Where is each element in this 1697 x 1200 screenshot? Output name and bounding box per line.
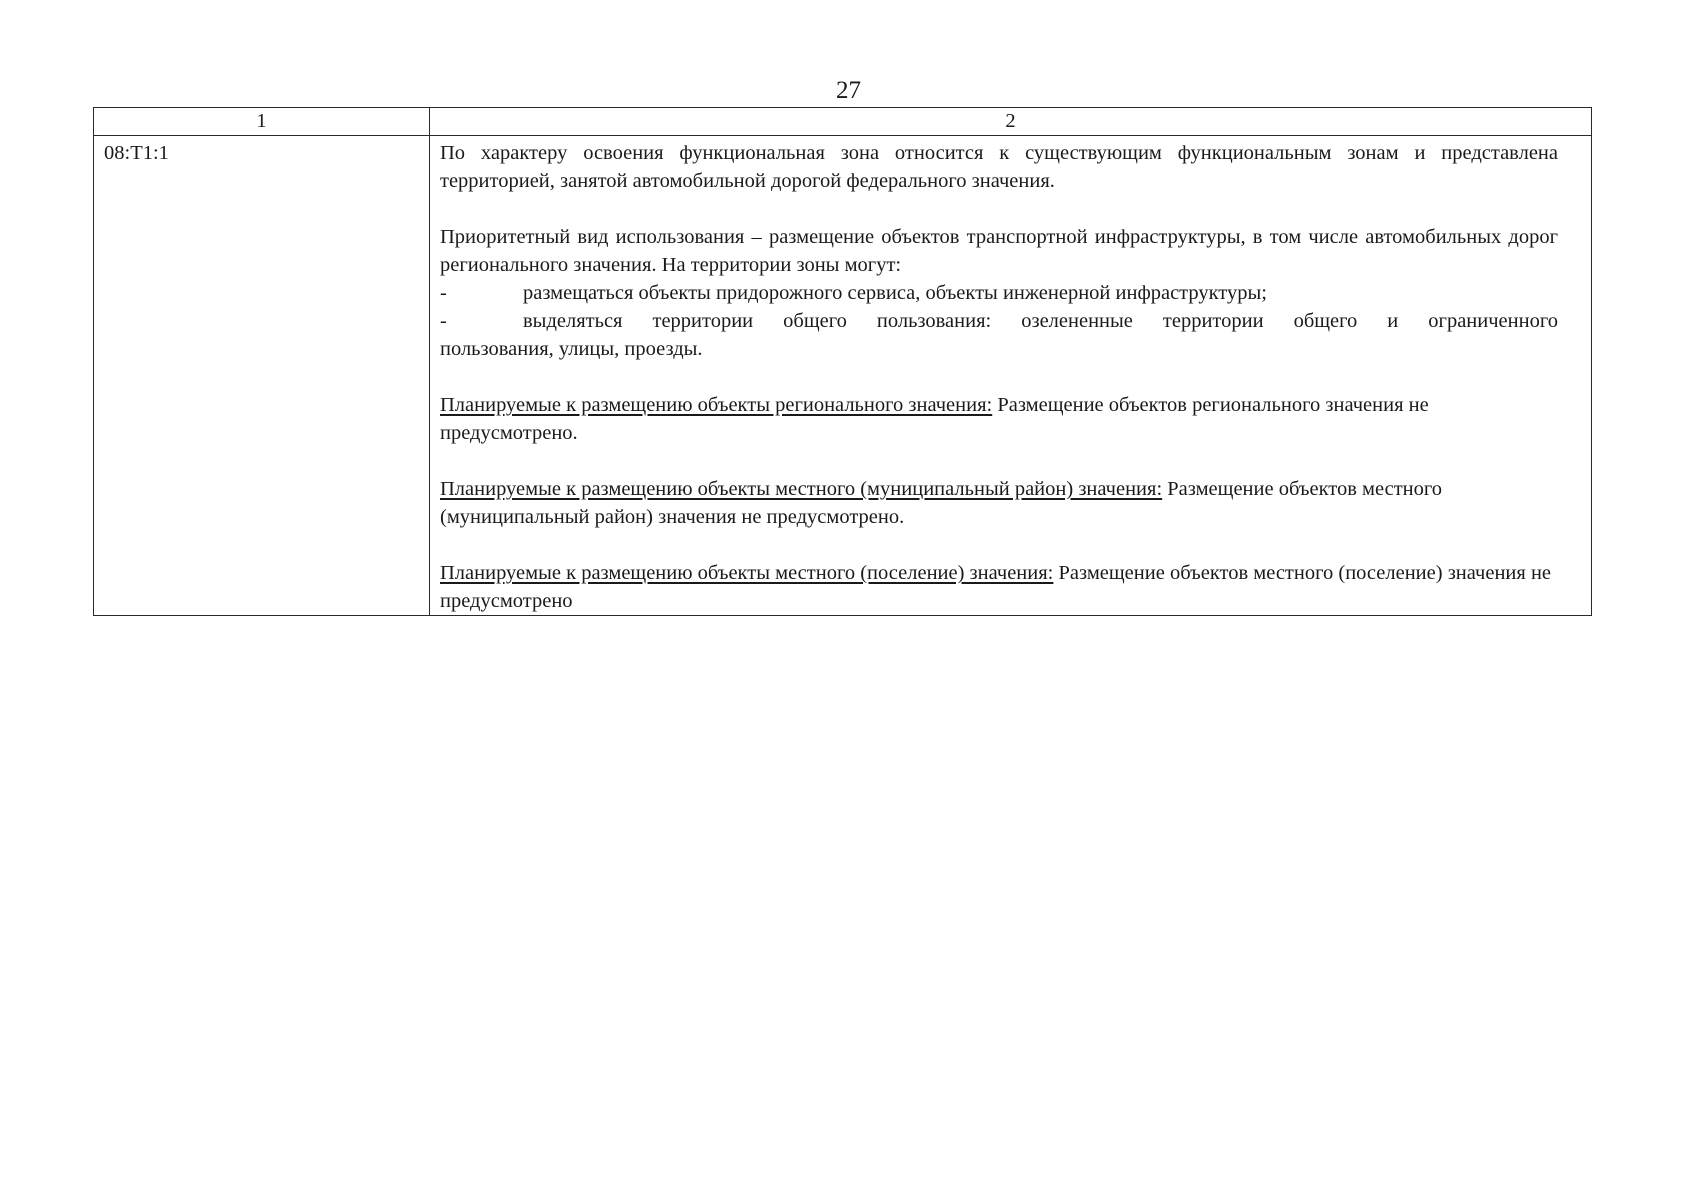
- list-item-text: выделяться территории общего пользования: озелененные территории общего и ограниченного: [523, 310, 1558, 332]
- planned-settlement-paragraph: [440, 559, 1558, 615]
- column-header-2: 2: [430, 108, 1592, 136]
- zone-table: [93, 107, 1592, 616]
- planned-regional-paragraph: [440, 391, 1558, 447]
- development-paragraph: По характеру освоения функциональная зона относится к существующим функциональным зонам и представлена территорией, занятой автомобильной дорогой федерального значения.: [440, 142, 1558, 192]
- table-row: [94, 136, 1592, 616]
- planned-settlement-label: Планируемые к размещению объекты местного (поселение) значения:: [440, 562, 1054, 584]
- zone-code: 08:Т1:1: [104, 142, 169, 164]
- paragraph-spacer: [440, 195, 1558, 223]
- priority-use-paragraph: Приоритетный вид использования – размещение объектов транспортной инфраструктуры, в том числе автомобильных дорог регионального значения. На территории зоны могут:: [440, 226, 1558, 276]
- paragraph-spacer: [440, 531, 1558, 559]
- planned-regional-label: Планируемые к размещению объекты регионального значения:: [440, 394, 993, 416]
- list-item: [440, 279, 1558, 307]
- paragraph-spacer: [440, 363, 1558, 391]
- zone-code-cell: [94, 136, 430, 616]
- planned-district-paragraph: [440, 475, 1558, 531]
- page-number: 27: [836, 77, 861, 104]
- bullet-dash: -: [440, 282, 447, 304]
- list-item-continuation: пользования, улицы, проезды.: [440, 338, 703, 360]
- planned-district-text: Размещение объектов местного (муниципальный район) значения не предусмотрено.: [440, 478, 1443, 528]
- list-item: [440, 307, 1558, 335]
- header-row: [94, 108, 1592, 136]
- list-item-text: размещаться объекты придорожного сервиса, объекты инженерной инфраструктуры;: [523, 282, 1267, 304]
- table-header: [94, 108, 1592, 136]
- zone-description-cell: [430, 136, 1592, 616]
- bullet-dash: -: [440, 310, 447, 332]
- planned-regional-text: Размещение объектов регионального значения не предусмотрено.: [440, 394, 1429, 444]
- planned-district-label: Планируемые к размещению объекты местного (муниципальный район) значения:: [440, 478, 1163, 500]
- paragraph-spacer: [440, 447, 1558, 475]
- column-header-1: 1: [94, 108, 430, 136]
- planned-settlement-text: Размещение объектов местного (поселение) значения не предусмотрено: [440, 562, 1552, 612]
